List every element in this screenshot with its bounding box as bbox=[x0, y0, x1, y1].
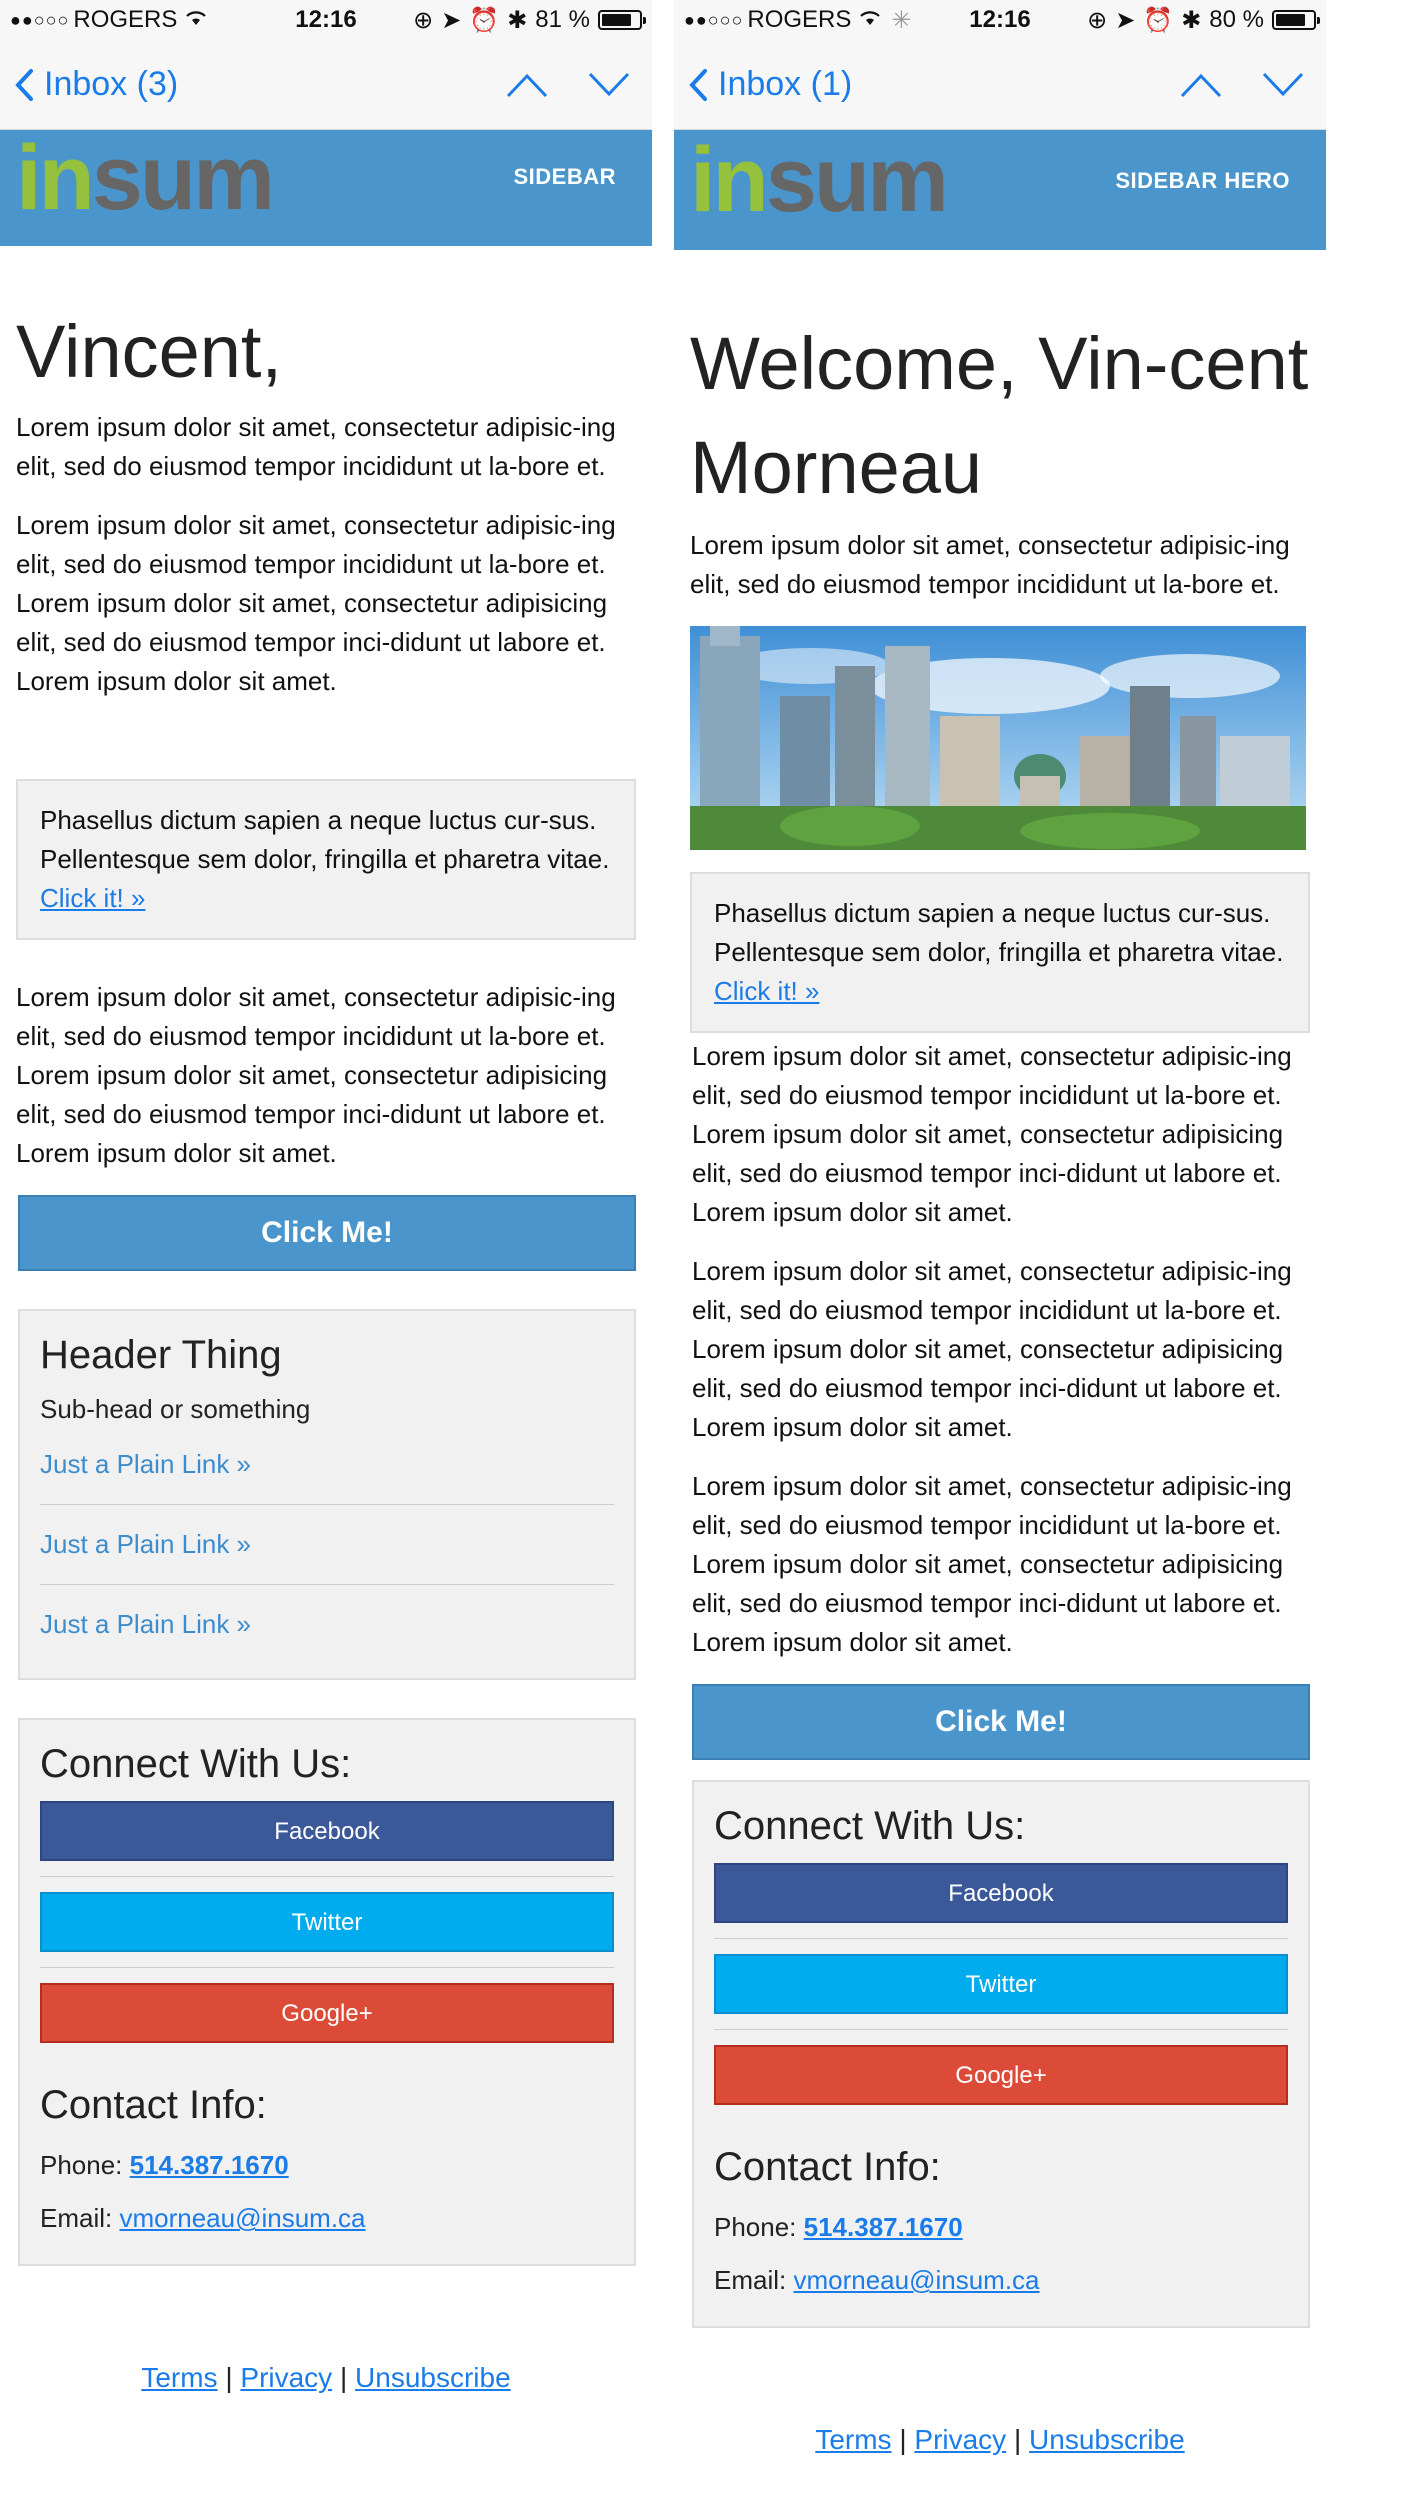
signal-icon: ●●○○○ bbox=[684, 9, 744, 30]
terms-link[interactable]: Terms bbox=[141, 2362, 218, 2394]
sidebar-subhead: Sub-head or something bbox=[40, 1394, 311, 1425]
battery-fill bbox=[1276, 14, 1305, 26]
contact-heading: Contact Info: bbox=[714, 2145, 941, 2189]
email-footer: Terms | Privacy | Unsubscribe bbox=[141, 2362, 511, 2394]
battery-icon bbox=[598, 10, 642, 30]
greeting-heading: Vincent, bbox=[16, 310, 283, 393]
signal-icon: ●●○○○ bbox=[10, 9, 70, 30]
email-line: Email: vmorneau@insum.ca bbox=[40, 2203, 366, 2234]
previous-message-icon[interactable] bbox=[1180, 72, 1222, 98]
back-label: Inbox (3) bbox=[44, 65, 179, 103]
mail-nav-bar bbox=[674, 40, 1326, 130]
privacy-link[interactable]: Privacy bbox=[240, 2362, 333, 2394]
back-to-inbox-button[interactable] bbox=[688, 65, 852, 104]
phone-link[interactable]: 514.387.1670 bbox=[803, 2212, 963, 2242]
back-label: Inbox (1) bbox=[718, 65, 853, 103]
divider bbox=[40, 1876, 614, 1877]
twitter-button[interactable]: Twitter bbox=[40, 1892, 614, 1952]
clock: 12:16 bbox=[969, 6, 1031, 33]
body-paragraph: Lorem ipsum dolor sit amet, consectetur adipisic-ing elit, sed do eiusmod tempor incididunt ut la-bore et. Lorem ipsum dolor sit amet, consectetur adipisicing elit, sed do eiusmod tempor inci-didunt ut labore et. Lorem ipsum dolor sit amet. bbox=[16, 510, 616, 697]
phone-line: Phone: 514.387.1670 bbox=[40, 2150, 289, 2181]
greeting-heading: Welcome, Vin-cent Morneau bbox=[690, 322, 1309, 509]
divider bbox=[714, 1938, 1288, 1939]
chevron-left-icon bbox=[14, 68, 34, 102]
email-banner bbox=[0, 127, 652, 246]
mail-nav-bar bbox=[0, 40, 652, 130]
unsubscribe-link[interactable]: Unsubscribe bbox=[355, 2362, 511, 2394]
connect-heading: Connect With Us: bbox=[714, 1804, 1026, 1848]
email-link[interactable]: vmorneau@insum.ca bbox=[119, 2203, 366, 2234]
connect-panel bbox=[692, 1780, 1310, 2328]
status-bar bbox=[0, 0, 652, 40]
google-plus-button[interactable]: Google+ bbox=[714, 2045, 1288, 2105]
facebook-button[interactable]: Facebook bbox=[40, 1801, 614, 1861]
unsubscribe-link[interactable]: Unsubscribe bbox=[1029, 2424, 1185, 2455]
callout-link[interactable]: Click it! » bbox=[714, 976, 820, 1006]
alarm-icon: ⏰ bbox=[469, 6, 500, 34]
location-icon: ➤ bbox=[1115, 6, 1136, 34]
terms-link[interactable]: Terms bbox=[815, 2424, 892, 2455]
click-me-button[interactable]: Click Me! bbox=[18, 1195, 636, 1271]
body-paragraph: Lorem ipsum dolor sit amet, consectetur adipisic-ing elit, sed do eiusmod tempor incididunt ut la-bore et. Lorem ipsum dolor sit amet, consectetur adipisicing elit, sed do eiusmod tempor inci-didunt ut labore et. Lorem ipsum dolor sit amet. bbox=[692, 1041, 1292, 1227]
location-icon: ➤ bbox=[441, 6, 462, 34]
callout-text: Phasellus dictum sapien a neque luctus cur-sus. Pellentesque sem dolor, fringilla et pharetra vitae. bbox=[714, 898, 1284, 967]
connect-panel bbox=[18, 1718, 636, 2266]
carrier-name: ROGERS bbox=[747, 6, 852, 33]
banner-tag: SIDEBAR bbox=[513, 164, 616, 189]
bluetooth-icon: ✱ bbox=[1181, 6, 1202, 34]
email-line: Email: vmorneau@insum.ca bbox=[714, 2265, 1040, 2295]
email-footer: Terms | Privacy | Unsubscribe bbox=[815, 2424, 1185, 2455]
twitter-button[interactable]: Twitter bbox=[714, 1954, 1288, 2014]
sidebar-heading: Header Thing bbox=[40, 1333, 282, 1378]
bluetooth-icon: ✱ bbox=[507, 6, 528, 34]
privacy-link[interactable]: Privacy bbox=[914, 2424, 1007, 2455]
battery-percent: 81 % bbox=[535, 6, 590, 33]
phone-line: Phone: 514.387.1670 bbox=[714, 2212, 963, 2242]
insum-logo: insum bbox=[16, 127, 272, 229]
intro-paragraph: Lorem ipsum dolor sit amet, consectetur adipisic-ing elit, sed do eiusmod tempor incididunt ut la-bore et. bbox=[690, 530, 1290, 599]
sidebar-links-panel bbox=[18, 1309, 636, 1680]
previous-message-icon[interactable] bbox=[506, 72, 548, 98]
phone-screen-sidebar bbox=[0, 0, 652, 2500]
alarm-icon: ⏰ bbox=[1143, 6, 1174, 34]
rotation-lock-icon: ⊕ bbox=[413, 6, 434, 34]
banner-tag: SIDEBAR HERO bbox=[1115, 168, 1290, 193]
callout-link[interactable]: Click it! » bbox=[40, 883, 146, 914]
intro-paragraph: Lorem ipsum dolor sit amet, consectetur adipisic-ing elit, sed do eiusmod tempor incididunt ut la-bore et. bbox=[16, 412, 616, 482]
email-body bbox=[674, 312, 1326, 2456]
activity-spinner-icon: ✳ bbox=[891, 6, 912, 34]
insum-logo: insum bbox=[690, 129, 946, 231]
chevron-left-icon bbox=[688, 68, 708, 102]
back-to-inbox-button[interactable] bbox=[14, 65, 178, 104]
next-message-icon[interactable] bbox=[1262, 72, 1304, 98]
battery-fill bbox=[602, 14, 631, 26]
carrier-name: ROGERS bbox=[73, 6, 178, 33]
email-banner bbox=[674, 130, 1326, 250]
callout-box bbox=[16, 779, 636, 940]
divider bbox=[40, 1967, 614, 1968]
body-paragraph: Lorem ipsum dolor sit amet, consectetur adipisic-ing elit, sed do eiusmod tempor incididunt ut la-bore et. Lorem ipsum dolor sit amet, consectetur adipisicing elit, sed do eiusmod tempor inci-didunt ut labore et. Lorem ipsum dolor sit amet. bbox=[692, 1471, 1292, 1657]
body-paragraph: Lorem ipsum dolor sit amet, consectetur adipisic-ing elit, sed do eiusmod tempor incididunt ut la-bore et. Lorem ipsum dolor sit amet, consectetur adipisicing elit, sed do eiusmod tempor inci-didunt ut labore et. Lorem ipsum dolor sit amet. bbox=[16, 982, 616, 1169]
email-link[interactable]: vmorneau@insum.ca bbox=[793, 2265, 1040, 2295]
callout-text: Phasellus dictum sapien a neque luctus cur-sus. Pellentesque sem dolor, fringilla et pharetra vitae. bbox=[40, 805, 610, 875]
connect-heading: Connect With Us: bbox=[40, 1742, 352, 1787]
battery-percent: 80 % bbox=[1209, 6, 1264, 33]
facebook-button[interactable]: Facebook bbox=[714, 1863, 1288, 1923]
status-bar bbox=[674, 0, 1326, 40]
email-body bbox=[0, 304, 652, 2394]
clock: 12:16 bbox=[295, 6, 357, 33]
body-paragraph: Lorem ipsum dolor sit amet, consectetur adipisic-ing elit, sed do eiusmod tempor incididunt ut la-bore et. Lorem ipsum dolor sit amet, consectetur adipisicing elit, sed do eiusmod tempor inci-didunt ut labore et. Lorem ipsum dolor sit amet. bbox=[692, 1256, 1292, 1442]
phone-screen-sidebar-hero bbox=[674, 0, 1326, 2500]
city-skyline-hero-image bbox=[690, 626, 1306, 850]
battery-icon bbox=[1272, 10, 1316, 30]
callout-box bbox=[690, 872, 1310, 1033]
click-me-button[interactable]: Click Me! bbox=[692, 1684, 1310, 1760]
rotation-lock-icon: ⊕ bbox=[1087, 6, 1108, 34]
google-plus-button[interactable]: Google+ bbox=[40, 1983, 614, 2043]
contact-heading: Contact Info: bbox=[40, 2083, 267, 2128]
plain-link[interactable]: Just a Plain Link » bbox=[40, 1609, 252, 1640]
plain-link[interactable]: Just a Plain Link » bbox=[40, 1505, 614, 1585]
divider bbox=[714, 2029, 1288, 2030]
next-message-icon[interactable] bbox=[588, 72, 630, 98]
phone-link[interactable]: 514.387.1670 bbox=[129, 2150, 289, 2181]
plain-link[interactable]: Just a Plain Link » bbox=[40, 1425, 614, 1505]
